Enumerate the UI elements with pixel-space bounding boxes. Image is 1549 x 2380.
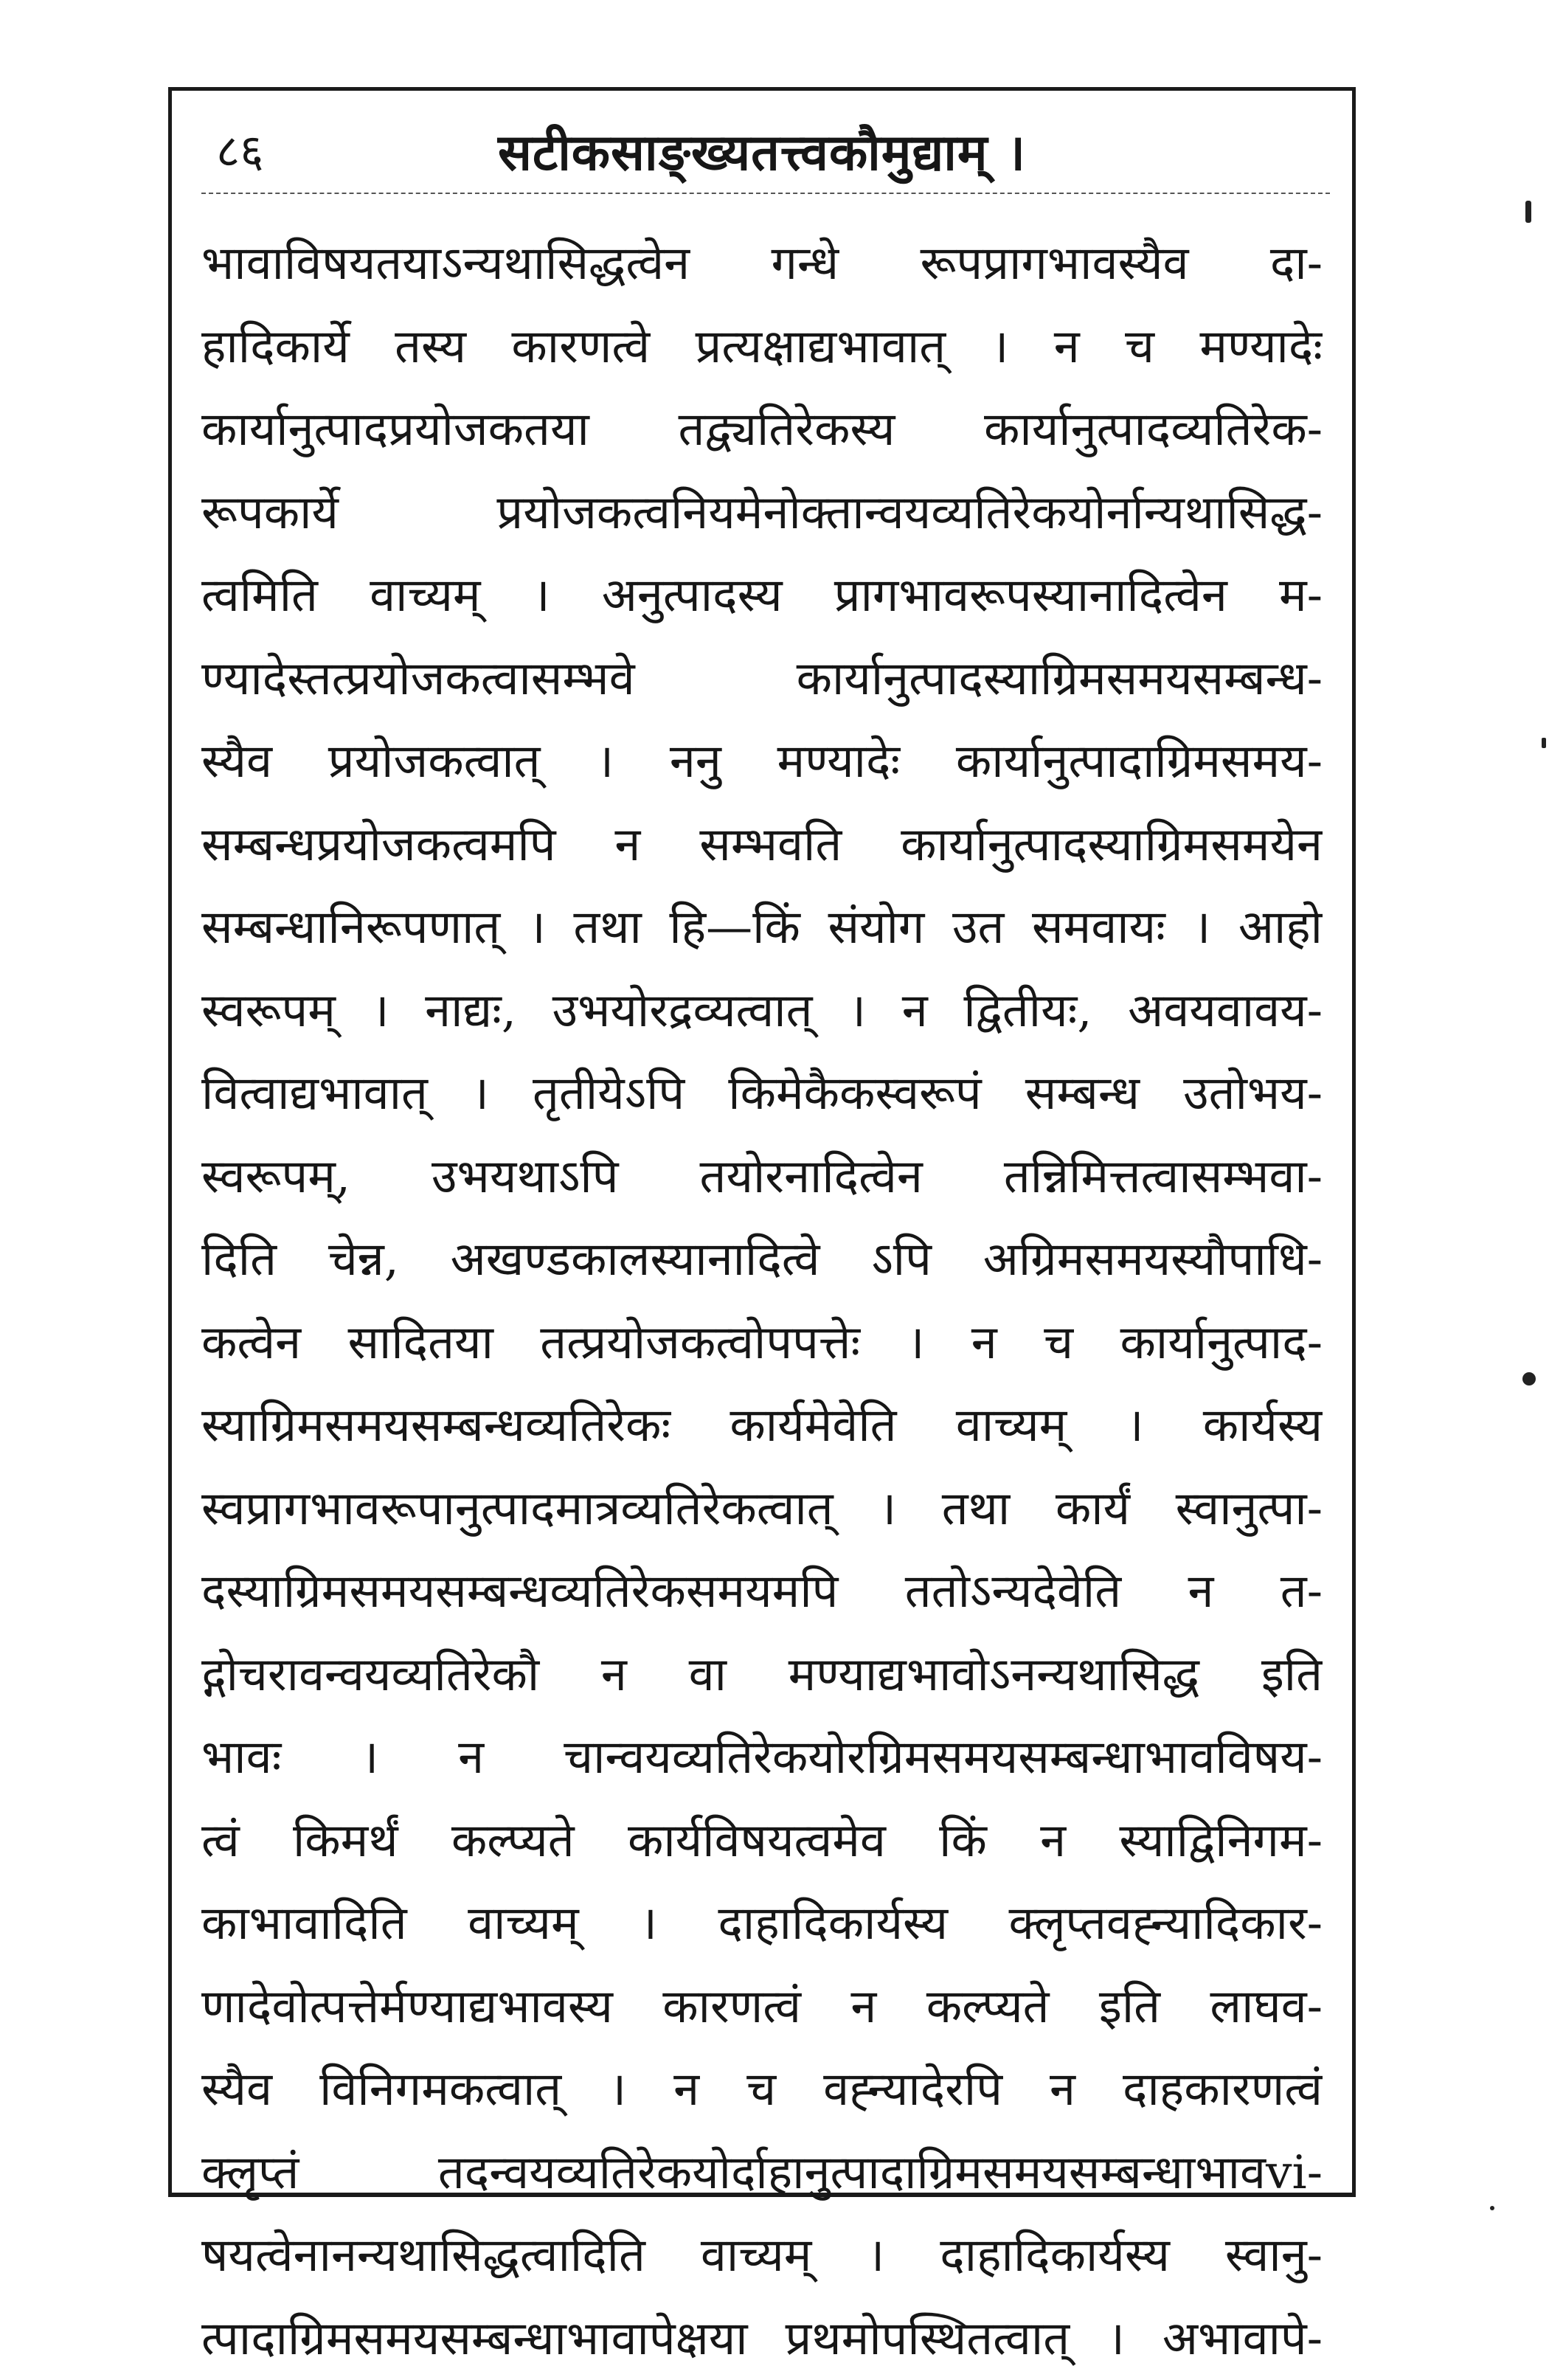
scan-speck — [1525, 201, 1531, 223]
text-line: दस्याग्रिमसमयसम्बन्धव्यतिरेकसमयमपि ततोऽन्यदेवेति न त- — [201, 1550, 1323, 1633]
scan-speck — [1522, 1372, 1536, 1386]
text-line: काभावादिति वाच्यम् । दाहादिकार्यस्य क्लृप्तवह्न्यादिकार- — [201, 1882, 1323, 1965]
text-line: त्वमिति वाच्यम् । अनुत्पादस्य प्रागभावरूपस्यानादित्वेन म- — [201, 554, 1323, 637]
text-line: सम्बन्धानिरूपणात् । तथा हि—किं संयोग उत समवायः । आहो — [201, 886, 1323, 969]
text-line: स्यैव विनिगमकत्वात् । न च वह्न्यादेरपि न दाहकारणत्वं — [201, 2048, 1323, 2131]
text-line: भावः । न चान्वयव्यतिरेकयोरग्रिमसमयसम्बन्धाभावविषय- — [201, 1716, 1323, 1799]
text-line: स्वरूपम्, उभयथाऽपि तयोरनादित्वेन तन्निमित्तत्वासम्भवा- — [201, 1135, 1323, 1219]
scan-speck — [1542, 738, 1546, 748]
text-line: कार्यानुत्पादप्रयोजकतया तद्व्यतिरेकस्य कार्यानुत्पादव्यतिरेक- — [201, 388, 1323, 471]
body-text — [201, 222, 1323, 2380]
text-line: स्वरूपम् । नाद्यः, उभयोरद्रव्यत्वात् । न द्वितीयः, अवयवावय- — [201, 969, 1323, 1053]
text-line: रूपकार्ये प्रयोजकत्वनियमेनोक्तान्वयव्यतिरेकयोर्नान्यथासिद्ध- — [201, 471, 1323, 555]
text-line: हादिकार्ये तस्य कारणत्वे प्रत्यक्षाद्यभावात् । न च मण्यादेः — [201, 305, 1323, 389]
text-line: स्यैव प्रयोजकत्वात् । ननु मण्यादेः कार्यानुत्पादाग्रिमसमय- — [201, 720, 1323, 803]
scan-speck — [1490, 2206, 1494, 2210]
header-rule — [201, 193, 1330, 194]
text-line: दिति चेन्न, अखण्डकालस्यानादित्वे ऽपि अग्रिमसमयस्यौपाधि- — [201, 1218, 1323, 1301]
text-line: त्वं किमर्थं कल्प्यते कार्यविषयत्वमेव किं न स्याद्विनिगम- — [201, 1799, 1323, 1883]
text-line: कत्वेन सादितया तत्प्रयोजकत्वोपपत्तेः । न च कार्यानुत्पाद- — [201, 1301, 1323, 1385]
text-line: क्लृप्तं तदन्वयव्यतिरेकयोर्दाहानुत्पादाग्रिमसमयसम्बन्धाभावvi- — [201, 2131, 1323, 2215]
text-line: द्गोचरावन्वयव्यतिरेकौ न वा मण्याद्यभावोऽनन्यथासिद्ध इति — [201, 1633, 1323, 1717]
page-number: ८६ — [216, 119, 263, 181]
page-frame — [168, 87, 1356, 2197]
page-header — [216, 111, 1308, 193]
text-line: भावाविषयतयाऽन्यथासिद्धत्वेन गन्धे रूपप्रागभावस्यैव दा- — [201, 222, 1323, 305]
running-title: सटीकसाङ्ख्यतत्त्वकौमुद्याम् । — [216, 116, 1308, 184]
text-line: वित्वाद्यभावात् । तृतीयेऽपि किमेकैकस्वरूपं सम्बन्ध उतोभय- — [201, 1052, 1323, 1135]
text-line: स्याग्रिमसमयसम्बन्धव्यतिरेकः कार्यमेवेति वाच्यम् । कार्यस्य — [201, 1384, 1323, 1467]
text-line: षयत्वेनानन्यथासिद्धत्वादिति वाच्यम् । दाहादिकार्यस्य स्वानु- — [201, 2214, 1323, 2297]
text-line: स्वप्रागभावरूपानुत्पादमात्रव्यतिरेकत्वात् । तथा कार्यं स्वानुत्पा- — [201, 1467, 1323, 1551]
text-line: ण्यादेस्तत्प्रयोजकत्वासम्भवे कार्यानुत्पादस्याग्रिमसमयसम्बन्ध- — [201, 637, 1323, 721]
text-line: त्पादाग्रिमसमयसम्बन्धाभावापेक्षया प्रथमोपस्थितत्वात् । अभावापे- — [201, 2297, 1323, 2380]
text-line: सम्बन्धप्रयोजकत्वमपि न सम्भवति कार्यानुत्पादस्याग्रिमसमयेन — [201, 803, 1323, 887]
text-line: णादेवोत्पत्तेर्मण्याद्यभावस्य कारणत्वं न कल्प्यते इति लाघव- — [201, 1965, 1323, 2049]
